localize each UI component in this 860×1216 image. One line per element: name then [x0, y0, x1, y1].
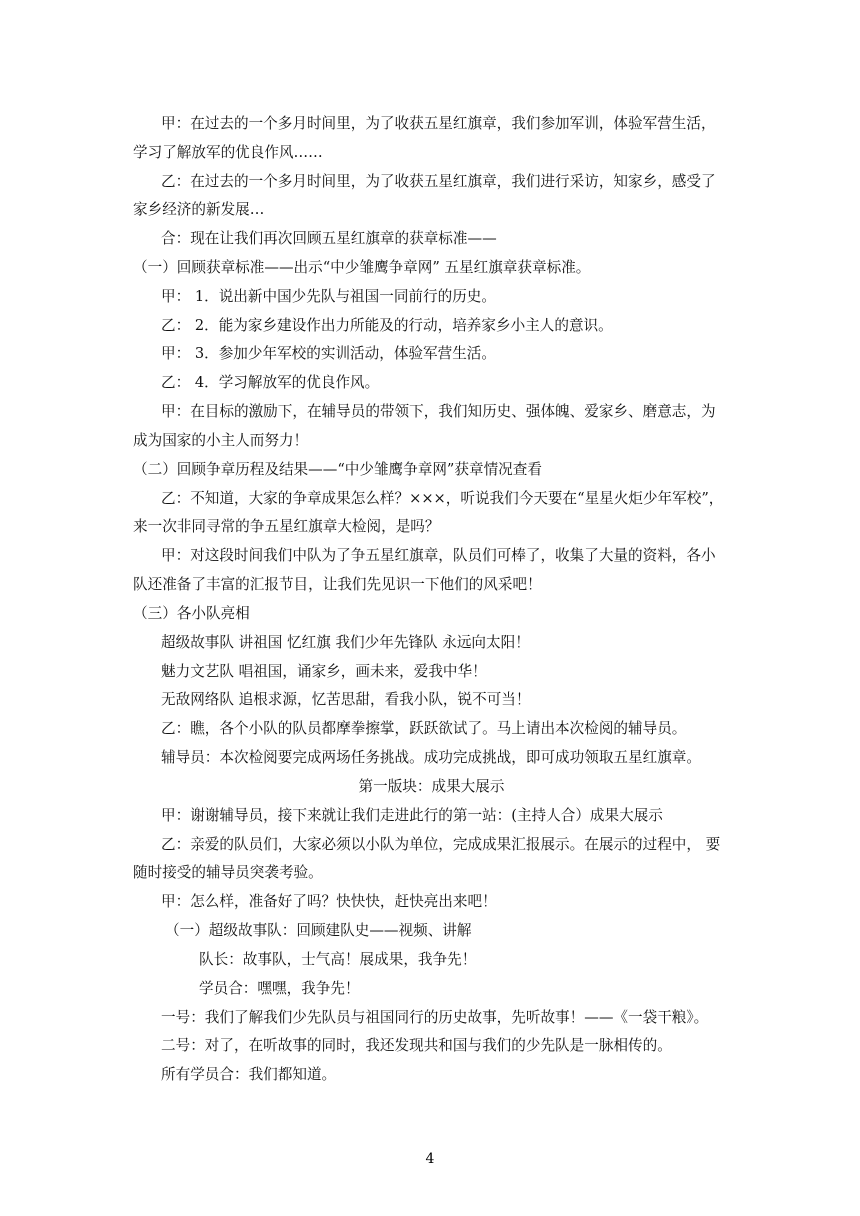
section-title: 第一版块：成果大展示 — [358, 778, 505, 795]
text-line: 学员合：嘿嘿，我争先！ — [199, 980, 360, 997]
text-line: 合：现在让我们再次回顾五星红旗章的获章标准—— — [161, 230, 497, 247]
section-heading: （三）各小队亮相 — [133, 605, 250, 622]
text-line: 无敌网络队 追根求源，忆苦思甜，看我小队，锐不可当！ — [161, 691, 531, 708]
section-heading: （一）回顾获章标准——出示“中少雏鹰争章网” 五星红旗章获章标准。 — [133, 259, 591, 276]
text-line: 成为国家的小主人而努力！ — [133, 432, 309, 449]
text-line: 乙： 2．能为家乡建设作出力所能及的行动，培养家乡小主人的意识。 — [161, 317, 613, 334]
text-line: 乙：亲爱的队员们，大家必须以小队为单位，完成成果汇报展示。在展示的过程中， 要 — [161, 836, 721, 853]
text-line: 甲：谢谢辅导员，接下来就让我们走进此行的第一站：(主持人合）成果大展示 — [161, 807, 663, 824]
text-line: 辅导员：本次检阅要完成两场任务挑战。成功完成挑战，即可成功领取五星红旗章。 — [161, 749, 701, 766]
text-line: 乙：不知道，大家的争章成果怎么样？×××，听说我们今天要在“星星火炬少年军校”， — [161, 490, 724, 507]
text-line: 甲：对这段时间我们中队为了争五星红旗章，队员们可棒了，收集了大量的资料，各小 — [161, 547, 716, 564]
text-line: 学习了解放军的优良作风…… — [133, 144, 323, 161]
text-line: 超级故事队 讲祖国 忆红旗 我们少年先锋队 永远向太阳！ — [161, 634, 530, 651]
text-line: 所有学员合：我们都知道。 — [161, 1066, 337, 1083]
text-line: 一号：我们了解我们少先队员与祖国同行的历史故事，先听故事！——《一袋干粮》。 — [161, 1009, 709, 1026]
text-line: 乙： 4．学习解放军的优良作风。 — [161, 374, 380, 391]
text-line: 魅力文艺队 唱祖国，诵家乡，画未来，爱我中华！ — [161, 663, 487, 680]
text-line: 来一次非同寻常的争五星红旗章大检阅，是吗？ — [133, 518, 440, 535]
section-heading: （二）回顾争章历程及结果——“中少雏鹰争章网”获章情况查看 — [133, 461, 542, 478]
text-line: 队长：故事队，士气高！展成果，我争先！ — [199, 951, 477, 968]
section-heading: （一）超级故事队：回顾建队史——视频、讲解 — [165, 922, 472, 939]
text-line: 队还准备了丰富的汇报节目，让我们先见识一下他们的风采吧！ — [133, 576, 542, 593]
text-line: 乙：在过去的一个多月时间里，为了收获五星红旗章，我们进行采访，知家乡，感受了 — [161, 173, 716, 190]
text-line: 甲： 3．参加少年军校的实训活动，体验军营生活。 — [161, 345, 496, 362]
text-line: 乙：瞧，各个小队的队员都摩拳擦掌，跃跃欲试了。马上请出本次检阅的辅导员。 — [161, 720, 687, 737]
page-number: 4 — [425, 1151, 435, 1167]
text-line: 甲：怎么样，准备好了吗？快快快，赶快亮出来吧！ — [161, 893, 497, 910]
text-line: 甲： 1．说出新中国少先队与祖国一同前行的历史。 — [161, 288, 496, 305]
text-line: 二号：对了，在听故事的同时，我还发现共和国与我们的少先队是一脉相传的。 — [161, 1037, 672, 1054]
text-line: 甲：在目标的激励下，在辅导员的带领下，我们知历史、强体魄、爱家乡、磨意志，为 — [161, 403, 716, 420]
text-line: 家乡经济的新发展… — [133, 201, 265, 218]
text-line: 随时接受的辅导员突袭考验。 — [133, 864, 323, 881]
text-line: 甲：在过去的一个多月时间里，为了收获五星红旗章，我们参加军训，体验军营生活， — [161, 115, 716, 132]
